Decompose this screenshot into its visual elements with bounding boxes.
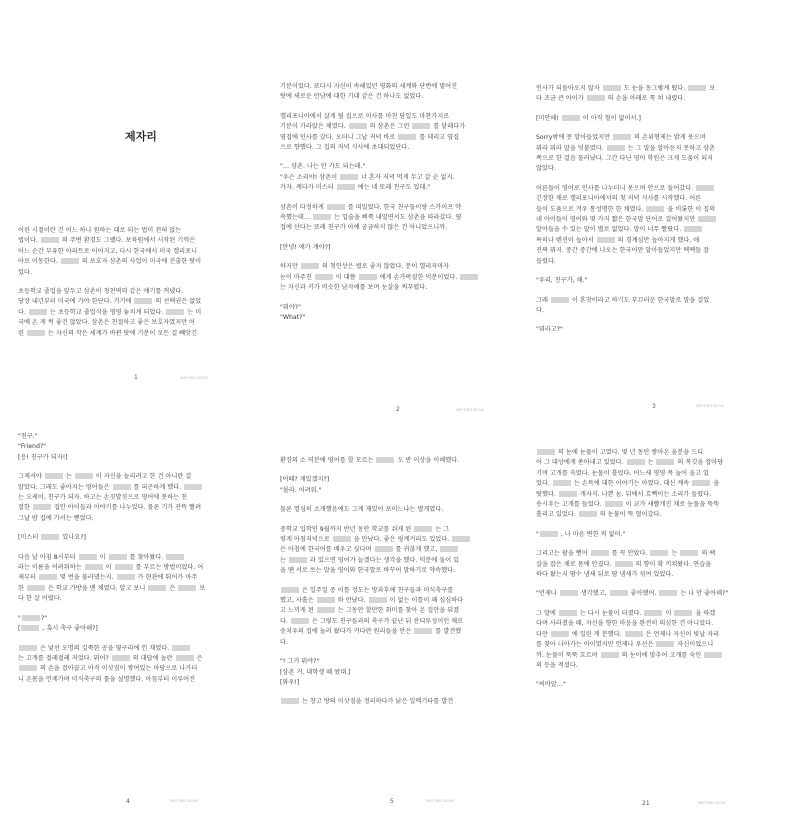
redacted-name-block [85,564,103,570]
text-line: 으로 향했다. 그 집의 저녁 식사에 초대되었단다. [280,144,410,152]
redacted-name-block [369,597,387,603]
text-line: 그 말에 는 다시 눈물이 터졌다. 이 을 하겠 [536,609,716,617]
watermark: WRITING BOOK [696,404,724,408]
redacted-name-block [39,574,57,580]
redacted-name-block [440,546,458,552]
paragraph [536,276,782,286]
redacted-name-block [579,511,597,517]
redacted-name-block [33,504,51,510]
redacted-name-block [551,631,569,637]
text-line: 어린 시절이란 건 어느 하나 원하는 대로 되는 법이 전혀 없는 [18,227,182,234]
redacted-name-block [537,449,555,455]
book-page-5 [280,418,526,813]
redacted-name-block [607,145,625,151]
text-line: "몰라. 어려워." [280,486,322,494]
text-line: 었다. [18,268,32,276]
text-line: 하다 왔는지 땀수 냄새 뒤로 땀 냄새가 섞여 있었다. [536,571,674,579]
redacted-name-block [301,263,319,269]
redacted-name-block [21,625,39,631]
text-line: 는 자신과 키가 비슷한 남자애를 보며 눈살을 찌푸렸다. [280,284,428,292]
redacted-name-block [644,610,662,616]
text-line: 기며 고개를 숙였다. 눈물이 흘렀다. 어느새 영영 폭 눌어 울고 있 [536,469,710,477]
redacted-name-block [656,641,674,647]
redacted-name-block [61,258,79,264]
text-line: [ , 혹시 축구 좋아해?] [18,625,98,633]
text-line: 다만 에 일린 게 분했다. 은 언제나 자신이 빛날 자리 [536,630,720,638]
redacted-name-block [412,123,430,129]
redacted-name-block [601,652,619,658]
text-line: 다 한 살 어렸다. [18,595,62,603]
redacted-name-block [115,564,133,570]
text-line: 뭐라 뭐라 말을 덧붙였다. 는 그 말을 알아듣지 못하고 삼촌 [536,144,716,152]
redacted-name-block [674,610,692,616]
paragraph [536,184,782,267]
text-line: "! 그거 뭐야?" [280,658,320,666]
text-line: 를 찾아 나아가는 아이였지만 언제나 우선은 자신이었으니 [536,641,714,649]
redacted-name-block [27,330,45,336]
redacted-name-block [337,184,355,190]
text-line: " ?" [18,614,47,622]
text-line: 눈이 마주친 이 대뜸 에게 손가락질한 덕분이었다. [280,273,526,283]
redacted-name-block [560,590,578,596]
redacted-name-block [134,298,152,304]
redacted-name-block [19,645,37,651]
text-line: 옆집에 인사를 갔다. 오더니 그날 저녁 바로 를 데리고 옆집 [280,133,460,141]
redacted-name-block [659,590,677,596]
page-number: 5 [390,798,394,805]
paragraph [18,644,264,686]
text-line: 다. [536,306,544,314]
chapter-title: 제자리 [125,130,157,143]
text-line: 탓했다. 개자식. 나쁜 놈. 뒤에서 흐뻑이는 소리가 들렸다. [536,490,712,498]
text-line: 특히나 텐션이 높아서 의 경계심만 높아지게 했다. 애 [536,236,700,244]
text-line: 가자. 케다가 미스터 에는 네 또래 친구도 있대." [280,184,431,192]
redacted-name-block [684,226,702,232]
paragraph [280,525,526,577]
redacted-name-block [692,480,710,486]
redacted-name-block [688,85,706,91]
text-line: 은 아침에 한국어를 배우고 싶다며 를 귀찮게 했고, [280,545,526,555]
redacted-name-block [587,95,605,101]
text-line: 다. 은 그렇도 친구들과의 축구가 끝난 뒤 잔디투성이인 채로 [280,617,464,625]
redacted-name-block [178,585,196,591]
text-line: 송시우는 고개를 들었다. 이 교가 새빨개진 채로 눈물을 뚝뚝 [536,501,720,509]
text-line: 은 낯선 오명의 깊쭉한 공을 옆구리에 낀 채였다. [18,644,264,654]
redacted-name-block [414,526,432,532]
paragraph [536,133,782,175]
text-line: "친구." [18,433,38,440]
redacted-name-block [398,134,416,140]
text-line: 니 온몸을 언제가며 미식축구의 룰을 설명했다. 아침부터 이루어진 [18,675,196,683]
text-line: 법이다. 의 주변 환경도 그랬다. 보육원에서 시작된 기억은 [18,237,196,245]
book-page-1 [18,10,264,405]
redacted-name-block [317,607,335,613]
redacted-name-block [610,590,628,596]
paragraph [280,112,526,154]
paragraph [280,162,526,193]
paragraph [280,697,526,707]
redacted-name-block [656,459,674,465]
paragraph [18,553,264,605]
text-line: "씨바알…" [536,681,566,689]
text-line: 알아들을 수 있는 말이 별로 없었다. 말이 너무 빨랐다. [536,225,782,235]
redacted-name-block [551,297,569,303]
paragraph [280,243,526,253]
paragraph [536,609,782,671]
text-line: 의 눈에 눈물이 고였다. 몇 년 동안 쌓아온 울분을 드디 [536,448,782,458]
redacted-name-block [27,585,45,591]
text-line: 인사가 되돌아오지 않자 도 눈을 동그랗게 떴다. 보 [536,85,716,92]
text-line: 을 땐 서로 쓰는 말을 영어와 한국말로 바꾸어 말하기로 약속했다. [280,567,456,575]
paragraph [18,432,264,463]
text-line: 하지만 의 첫인상은 별로 좋지 않았다. 문이 열리자마자 [280,263,450,271]
page-body [536,448,782,691]
text-line: 어느 순간 부유한 아파트로 이어지고, 다시 한국에서 미국 캘리포니 [18,247,198,255]
text-line: 다며 사라졌을 때, 자신을 향한 마음을 완전히 의심한 건 아니었다. [536,620,714,628]
text-line: 은 일주일 중 이틀 정도는 방과후에 친구들과 미식축구를 [280,586,526,596]
text-line: "… 삼촌. 나는 안 가도 되는데." [280,163,366,171]
text-line: "언제나 생각했고, 좋아했어. 는 나 안 좋아해?" [536,590,729,598]
text-line: 다. [280,638,288,646]
paragraph [18,226,264,278]
redacted-name-block [184,484,202,490]
text-line: 그날 밤 집에 가서는 뻗었다. [18,514,94,522]
paragraph [536,680,782,690]
text-line: " , 나 마음 변한 적 없어." [536,530,626,538]
redacted-name-block [375,546,393,552]
paragraph [280,303,526,324]
text-line: 캘리포니아에서 살게 될 집으로 이사를 마친 당일도 마찬가지로 [280,112,450,120]
text-line: 진짜 뭐지. 중간 중간에 나오는 한국어만 알아들었지만 떽떽들 잘 [536,247,710,255]
page-body [18,226,264,339]
text-line: [안녕! 얘가 걔야?] [280,243,331,251]
text-line: "Friend?" [18,443,47,451]
text-line: 는 창고 방의 이삿짐을 정리하다가 낡은 일렉기타를 발견 [280,697,526,707]
redacted-name-block [625,631,643,637]
redacted-name-block [613,134,631,140]
redacted-name-block [113,484,131,490]
page-number: 2 [396,406,400,413]
redacted-name-block [281,587,299,593]
text-line: 었다. 는 손목에 대한 이야기는 아였다. 대신 계속 을 [536,480,720,488]
text-line: 제부터 몇 번을 불러댔는지. 가 현관에 뛰어가 마주 [18,574,198,582]
redacted-name-block [559,491,577,497]
text-line: 그리고는 팔을 뻗어 를 꼭 안았다. 는 의 팩 [536,550,716,558]
redacted-name-block [22,615,40,621]
redacted-name-block [41,534,59,540]
redacted-name-block [117,574,135,580]
text-line: 들이 도움으로 겨우 통성명한 한 채였다. 을 비롯한 이 집의 [536,205,716,213]
book-page-4 [18,418,264,813]
text-line: 알았다. 그래도 좋아지는 영어들은 를 피곤하게 했다. [18,483,264,493]
text-line: 들렸다. [536,257,556,265]
page-body [18,432,264,685]
paragraph [536,589,782,599]
paragraph [280,475,526,496]
paragraph [536,325,782,335]
page-number: 3 [652,403,656,410]
text-line: Sorry밖에 못 알아들었지만 의 손위형제는 밝게 웃으며 [536,134,706,142]
text-line: 는 과 있으면 영어가 늘겠다는 생각을 했다. 덕분에 둘이 있 [280,556,460,564]
text-line: 네 아이들이 영어와 몇 가지 짧은 한국말 단어로 걸어왔지만 [536,215,782,225]
paragraph [536,296,782,317]
redacted-name-block [540,531,558,537]
redacted-name-block [291,618,309,624]
paragraph [536,530,782,540]
redacted-name-block [460,274,478,280]
text-line: 어 그 대상에게 쏟아내고 있었다. 는 의 목깃을 잡아당 [536,459,724,467]
paragraph [18,533,264,543]
paragraph [18,614,264,635]
page-body [280,82,526,323]
text-line: 초등학교 졸업을 앞두고 삼촌이 청천벽력 같은 얘기를 꺼냈다. [18,288,184,296]
text-line: 그래 이 혼잣이라고 하기도 부끄러운 한국말로 말을 걸었 [536,296,710,304]
text-line: 는 오케이, 친구가 되자. 하고는 손짓발짓으로 영어에 못하는 친 [18,494,188,502]
text-line: 삼촌이 다정하게 를 떠밀었다. 한국 친구들이랑 스카이프 약 [280,203,462,211]
page-number: 1 [134,374,138,381]
text-line: 라는 이름을 어려워하는 이 를 부르는 방법이었다. 어 [18,564,204,572]
redacted-name-block [359,274,377,280]
text-line: 쪽으로 한 걸음 물러났다. 그간 다닌 영어 학원은 크게 도움이 되지 [536,155,714,163]
text-line: "What?" [280,313,306,321]
redacted-name-block [559,610,577,616]
page-number: 4 [126,798,130,805]
paragraph [280,657,526,688]
redacted-name-block [79,554,97,560]
text-line: 다 조금 큰 아이가 의 손을 아래로 툭 쳐 내렸다. [536,95,686,103]
text-line: 의 등을 적셨다. [536,661,578,669]
redacted-name-block [615,561,633,567]
redacted-name-block [281,698,299,704]
paragraph [536,114,782,124]
text-line: 환장의 소 덕분에 영어를 할 모르는 도 반 이상을 이해했다. [280,457,460,464]
text-line: 한 은 학교 가방을 멘 채였다. 알고 보니 은 보 [18,584,206,592]
text-line: "우슨 소리야! 삼촌이 너 혼자 저녁 먹게 두고 갈 순 없지. [280,173,455,181]
paragraph [280,262,526,293]
book-page-21 [536,418,782,813]
text-line: [와우!] [280,678,300,686]
text-line: 그제서야 는 이 자신을 놀리려고 한 건 아니란 걸 [18,473,192,481]
text-line: 살을 잡은 채로 몸에 안겼다. 의 향이 확 끼쳐왔다. 연습을 [536,560,712,568]
paragraph [18,287,264,339]
page-number: 21 [642,800,650,807]
redacted-name-block [317,597,335,603]
text-line: 고 느끼게 된 는 그동안 할만한 취미를 찾아 온 집안을 뒤졌 [280,607,460,615]
redacted-name-block [45,473,63,479]
text-line: 당장 내년부터 미국에 가야 한단다. 거기에 의 선택권은 없었 [18,298,202,306]
redacted-name-block [696,185,714,191]
redacted-name-block [109,554,127,560]
text-line: [미안해! 이 아직 철이 없어서.] [536,114,641,122]
text-line: 긴장한 채로 캘리포니아에서의 첫 저녁 식사를 시작했다. 어른 [536,195,702,203]
redacted-name-block [289,557,307,563]
text-line: [미스터 있나요?] [18,534,86,542]
redacted-name-block [627,459,645,465]
text-line: 는 고개를 절레절레 저었다. 뭐어? 의 대답에 놀란 은 [18,654,203,662]
text-line: 어른들이 영어로 인사를 나누더니 웃으며 안으로 들어갔다. [536,184,782,194]
redacted-name-block [605,501,623,507]
text-line: 물론 열심히 소개했음에도 그게 재밌어 보이느냐는 별개였다. [280,506,444,514]
redacted-name-block [172,645,190,651]
page-body [280,456,526,708]
text-line: [삼촌 거. 대학생 때 썼대.] [280,668,351,676]
text-line: 기분이었다. 또다시 자신이 속해있던 평화의 세계와 단번에 멀어진 [280,83,458,90]
text-line: 집에 산다는 또래 친구가 아예 궁금하지 않은 건 아니었으니까. [280,224,448,232]
book-page-2 [280,12,526,413]
redacted-name-block [166,554,184,560]
paragraph [280,203,526,234]
redacted-name-block [646,206,664,212]
redacted-name-block [333,536,351,542]
paragraph [280,456,526,466]
text-line: 렇게 아침저녁으로 을 만났다. 좋은 핑계거리도 있었다. [280,535,526,545]
watermark: WRITING BOOK [170,799,198,803]
text-line: 절한 집안 아이들과 이야기를 나누었다. 물론 기가 잔뜩 빨려 [18,504,202,512]
redacted-name-block [562,115,580,121]
redacted-name-block [176,655,194,661]
watermark: WRITING BOOK [698,801,726,805]
paragraph [536,448,782,521]
redacted-name-block [315,274,333,280]
redacted-name-block [704,652,722,658]
text-line: "뭐라고?" [536,326,563,334]
redacted-name-block [41,237,59,243]
redacted-name-block [313,214,331,220]
redacted-name-block [75,473,93,479]
redacted-name-block [340,174,358,180]
redacted-name-block [680,550,698,556]
text-line: 송치우의 집에 놀러 왔다가 커다란 원리들을 안은 를 발견했 [280,628,462,636]
redacted-name-block [376,457,394,463]
text-line: "뭐야?" [280,303,301,311]
text-line: [어때? 재밌겠지?] [280,476,330,484]
redacted-name-block [148,585,166,591]
watermark: WRITING BOOK [180,376,208,380]
redacted-name-block [29,309,47,315]
paragraph [280,82,526,103]
text-line: 흘리고 있었다. 의 눈물이 뚝 떨어갔다. [536,511,662,519]
redacted-name-block [414,628,432,634]
paragraph [536,84,782,105]
paragraph [18,472,264,524]
redacted-name-block [166,309,184,315]
redacted-name-block [698,216,716,222]
text-line: 기분이 가라앉은 채였다. 의 삼촌은 그런 를 달래다가 [280,123,466,131]
text-line: 않았다. [536,165,556,173]
text-line: "우리, 친구가, 해." [536,277,588,285]
text-line: 까. 눈물이 뚝뚝 흐르며 의 눈이에 맞추어 고개를 숙인 [536,651,782,661]
paragraph [280,505,526,515]
redacted-name-block [452,536,470,542]
text-line: 의 손을 잡아끌고 아직 이삿짐이 쌓여있는 마당으로 나가더 [18,664,264,674]
text-line: 탓에 새로운 만남에 대한 기대 같은 건 하나도 없었다. [280,93,424,101]
redacted-name-block [349,123,367,129]
redacted-name-block [112,655,130,661]
watermark: WRITING BOOK [426,799,454,803]
redacted-name-block [603,85,621,91]
redacted-name-block [597,237,615,243]
redacted-name-block [650,550,668,556]
redacted-name-block [19,665,37,671]
paragraph [536,549,782,580]
text-line: 아로 이동한다. 의 보호자 삼촌의 사업이 미국에 진출한 탓이 [18,258,202,266]
text-line: 다. 는 초등학교 졸업식을 영영 놓치게 되었다. 는 미 [18,308,202,316]
text-line: 린 는 자신의 작은 세계가 바뀐 탓에 기분이 모든 걸 빼앗긴 [18,329,198,337]
page-body [536,84,782,336]
text-line: 중학교 입학인 9월까지 반년 동안 학교를 쉬게 된 는 그 [280,525,450,533]
text-line: 국에 온 게 썩 좋진 않았다. 삼촌은 친절하고 좋은 보호자였지만 어 [18,319,196,327]
text-line: 속했는데… 는 입술을 삐쭉 내밀면서도 삼촌을 따라갔다. 옆 [280,214,462,222]
text-line: 다음 날 아침 8시부터 이 를 찾아왔다. [18,553,264,563]
watermark: WRITING BOOK [456,408,484,412]
redacted-name-block [591,550,609,556]
paragraph [280,586,526,648]
redacted-name-block [327,204,345,210]
book-page-3 [536,4,782,410]
redacted-name-block [553,480,571,486]
text-line: [응! 친구가 되자!] [18,453,68,461]
text-line: 했고, 사흘은 와 만났다. 이 없는 이틀이 꽤 심심하다 [280,597,464,605]
